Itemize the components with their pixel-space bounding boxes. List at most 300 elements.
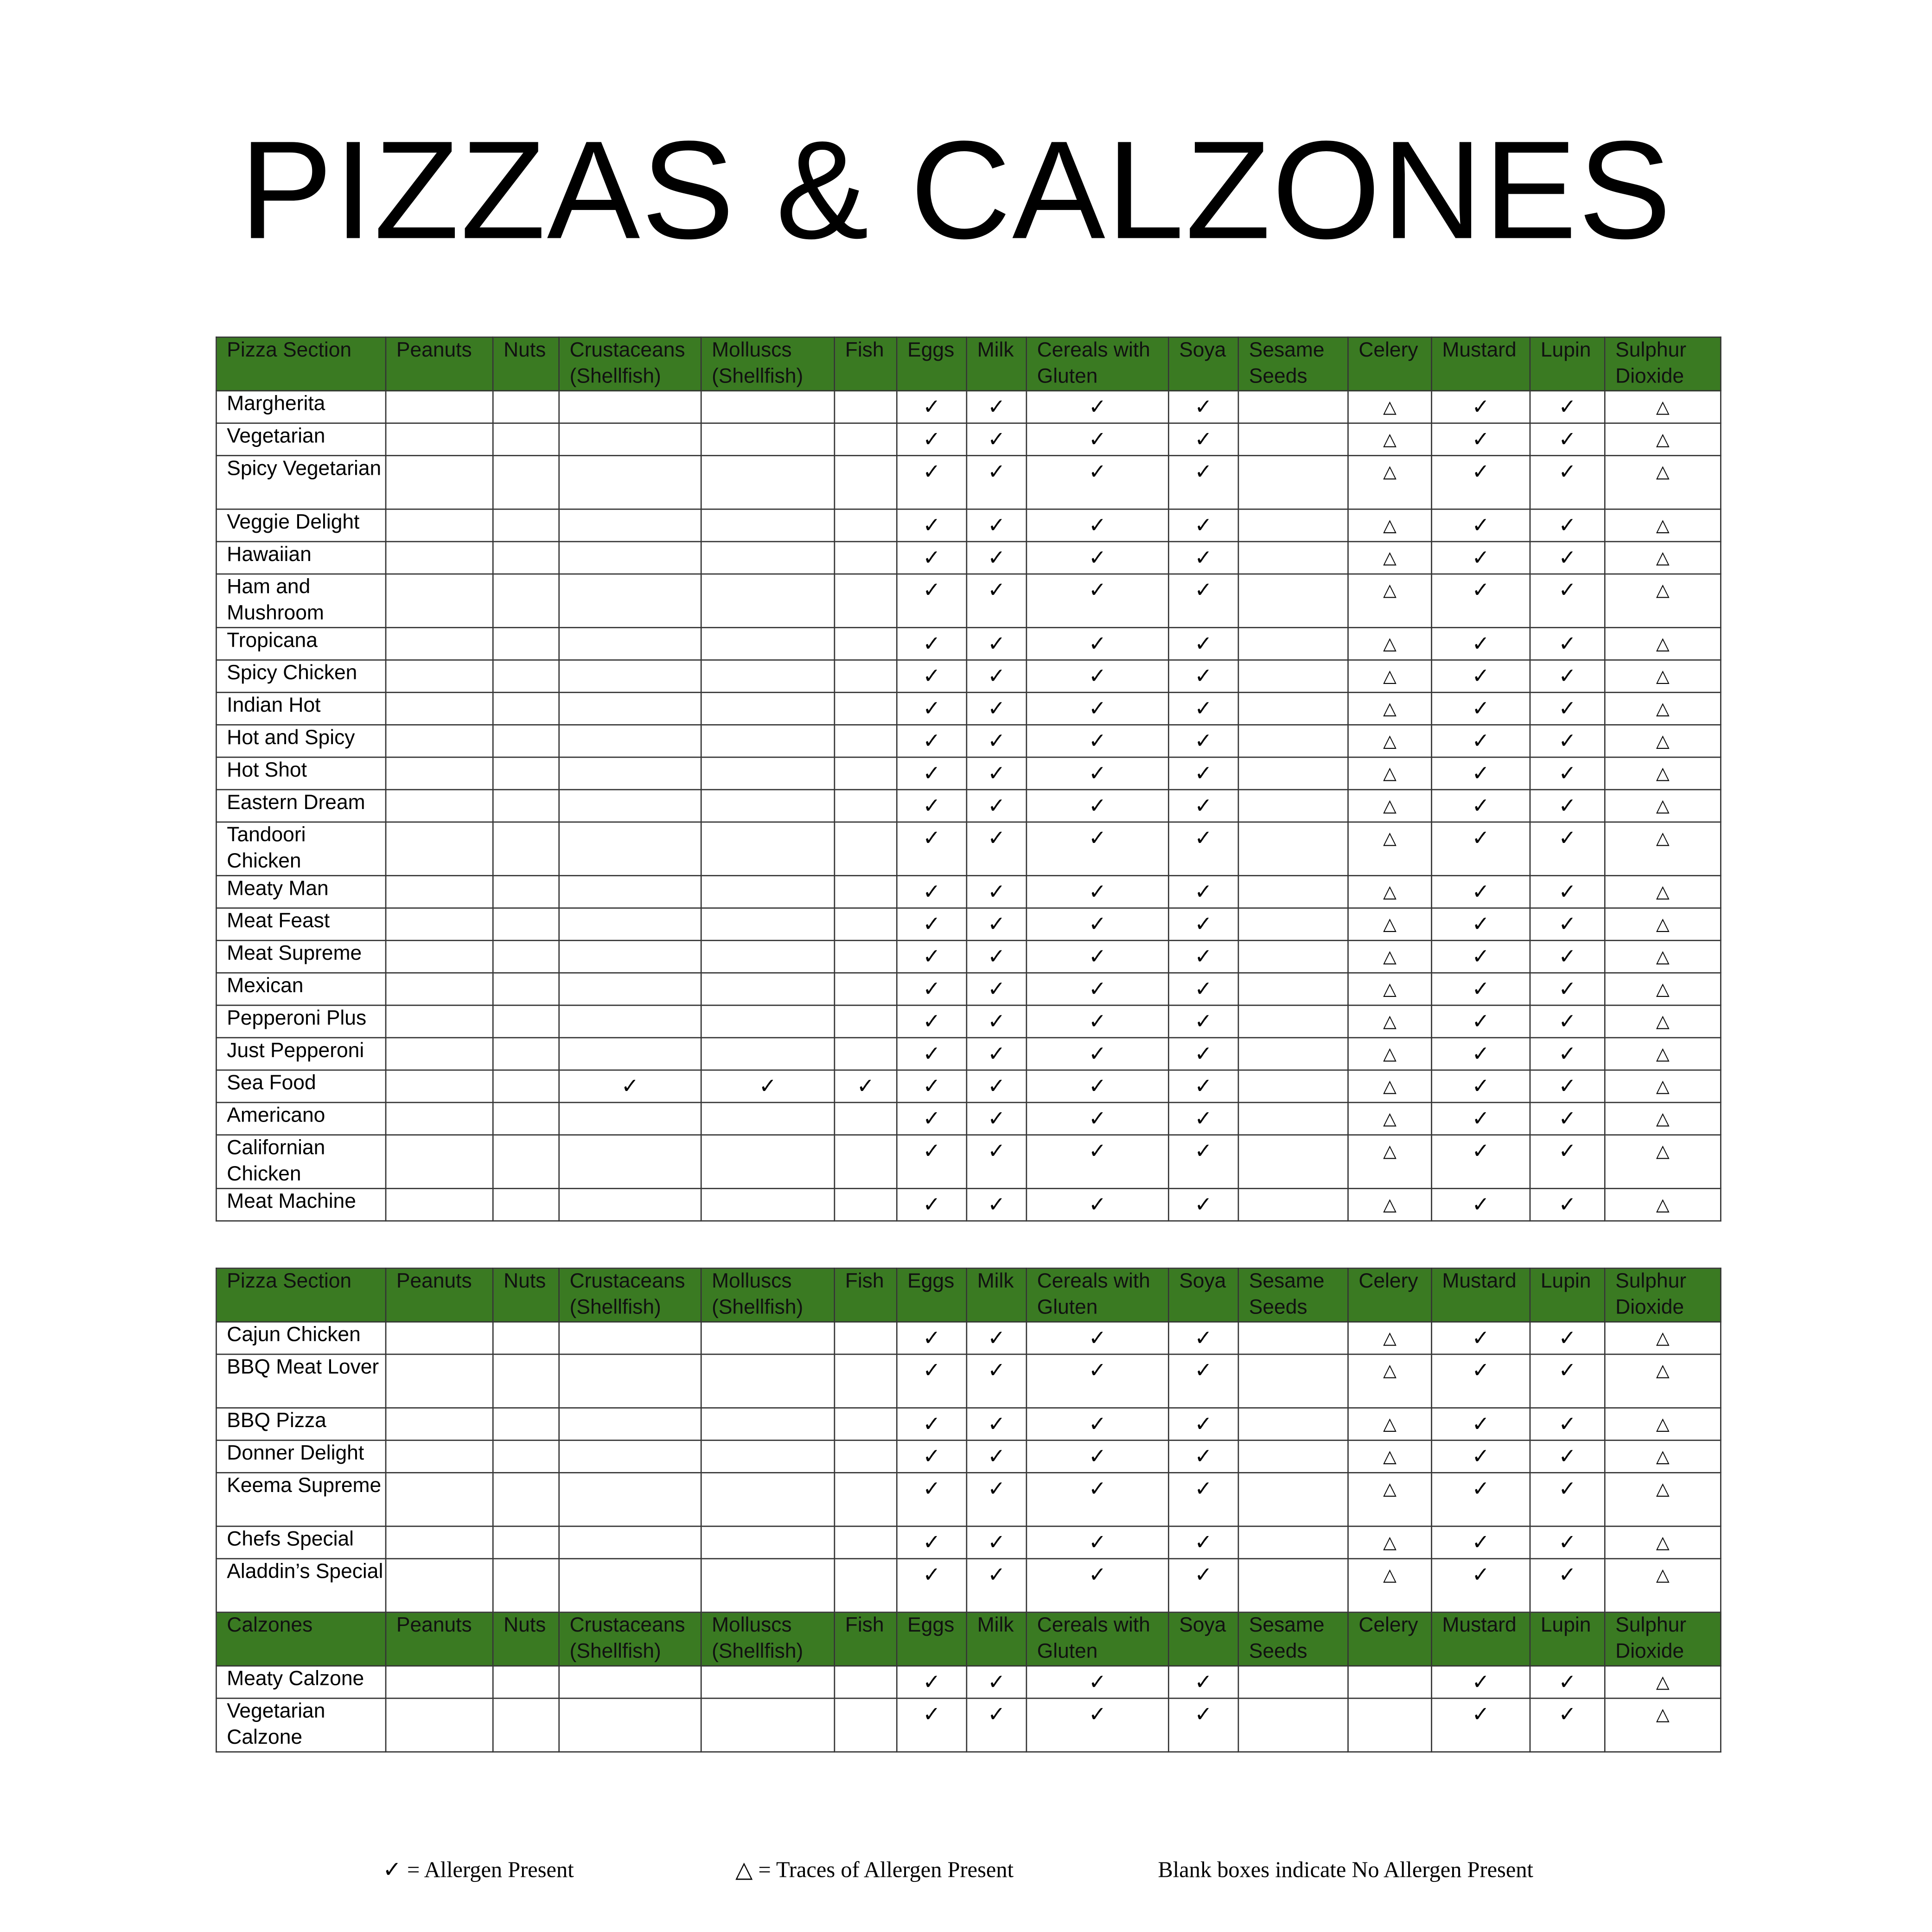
check-icon: ✓ [1168, 574, 1238, 628]
column-header: Fish [835, 337, 897, 391]
check-icon: ✓ [897, 1188, 967, 1221]
table-row [216, 1559, 1721, 1613]
item-name: Spicy Chicken [216, 660, 386, 693]
allergen-cell-empty [559, 790, 701, 822]
traces-icon: △ [1348, 1005, 1431, 1038]
allergen-cell-empty [386, 1526, 493, 1559]
check-icon: ✓ [1168, 822, 1238, 876]
check-icon: ✓ [967, 692, 1027, 725]
check-icon: ✓ [897, 1322, 967, 1354]
column-header: Crustaceans (Shellfish) [559, 1612, 701, 1666]
traces-icon: △ [1348, 542, 1431, 574]
header-row [216, 1612, 1721, 1666]
allergen-cell-empty [701, 391, 835, 423]
allergen-cell-empty [1238, 790, 1348, 822]
check-icon: ✓ [1027, 908, 1168, 940]
check-icon: ✓ [967, 1135, 1027, 1189]
check-icon: ✓ [1530, 757, 1605, 790]
check-icon: ✓ [1168, 790, 1238, 822]
allergen-cell-empty [386, 790, 493, 822]
allergen-cell-empty [701, 1440, 835, 1473]
traces-icon: △ [1348, 876, 1431, 908]
allergen-cell-empty [835, 574, 897, 628]
check-icon: ✓ [1168, 1666, 1238, 1698]
traces-icon: △ [1348, 940, 1431, 973]
allergen-cell-empty [1238, 391, 1348, 423]
traces-icon: △ [1605, 1559, 1721, 1613]
column-header: Soya [1168, 1268, 1238, 1322]
check-icon: ✓ [1168, 725, 1238, 757]
check-icon: ✓ [1027, 456, 1168, 510]
column-header: Sulphur Dioxide [1605, 1268, 1721, 1322]
check-icon: ✓ [1432, 509, 1530, 542]
column-header: Nuts [493, 337, 559, 391]
check-icon: ✓ [1432, 1188, 1530, 1221]
allergen-cell-empty [386, 940, 493, 973]
allergen-cell-empty [386, 692, 493, 725]
allergen-cell-empty [493, 725, 559, 757]
traces-icon: △ [1605, 456, 1721, 510]
allergen-cell-empty [701, 1666, 835, 1698]
check-icon: ✓ [1432, 1322, 1530, 1354]
check-icon: ✓ [1168, 456, 1238, 510]
column-header: Cereals with Gluten [1027, 1612, 1168, 1666]
allergen-cell-empty [1238, 1070, 1348, 1103]
check-icon: ✓ [967, 876, 1027, 908]
check-icon: ✓ [897, 1354, 967, 1408]
allergen-cell-empty [559, 1408, 701, 1441]
section-heading: Calzones [216, 1612, 386, 1666]
column-header: Milk [967, 337, 1027, 391]
check-icon: ✓ [1530, 940, 1605, 973]
check-icon: ✓ [967, 1559, 1027, 1613]
allergen-cell-empty [386, 1408, 493, 1441]
traces-icon: △ [1348, 790, 1431, 822]
check-icon: ✓ [1530, 1408, 1605, 1441]
check-icon: ✓ [967, 1188, 1027, 1221]
table-row [216, 1698, 1721, 1752]
check-icon: ✓ [897, 1698, 967, 1752]
pizza-allergen-table-1 [216, 337, 1722, 1222]
check-icon: ✓ [897, 876, 967, 908]
item-name: Pepperoni Plus [216, 1005, 386, 1038]
check-icon: ✓ [1432, 1440, 1530, 1473]
allergen-cell-empty [559, 1559, 701, 1613]
column-header: Sesame Seeds [1238, 1268, 1348, 1322]
traces-icon: △ [1605, 574, 1721, 628]
check-icon: ✓ [1168, 876, 1238, 908]
table-row [216, 391, 1721, 423]
check-icon: ✓ [967, 456, 1027, 510]
check-icon: ✓ [897, 973, 967, 1005]
allergen-cell-empty [493, 1526, 559, 1559]
check-icon: ✓ [1432, 1103, 1530, 1135]
table-row [216, 628, 1721, 660]
check-icon: ✓ [1530, 1188, 1605, 1221]
check-icon: ✓ [967, 574, 1027, 628]
allergen-cell-empty [493, 1135, 559, 1189]
table-row [216, 660, 1721, 693]
check-icon: ✓ [835, 1070, 897, 1103]
item-name: Donner Delight [216, 1440, 386, 1473]
check-icon: ✓ [1432, 692, 1530, 725]
allergen-cell-empty [386, 908, 493, 940]
allergen-cell-empty [386, 876, 493, 908]
allergen-cell-empty [559, 940, 701, 973]
check-icon: ✓ [1432, 628, 1530, 660]
allergen-cell-empty [559, 1698, 701, 1752]
allergen-cell-empty [701, 1526, 835, 1559]
allergen-cell-empty [386, 628, 493, 660]
check-icon: ✓ [967, 790, 1027, 822]
traces-icon: △ [1605, 1005, 1721, 1038]
check-icon: ✓ [1432, 822, 1530, 876]
header-row [216, 1268, 1721, 1322]
check-icon: ✓ [967, 391, 1027, 423]
column-header: Eggs [897, 1612, 967, 1666]
check-icon: ✓ [1027, 1354, 1168, 1408]
allergen-cell-empty [1238, 1322, 1348, 1354]
allergen-cell-empty [559, 1135, 701, 1189]
check-icon: ✓ [1530, 876, 1605, 908]
allergen-cell-empty [1238, 1135, 1348, 1189]
allergen-cell-empty [701, 1103, 835, 1135]
check-icon: ✓ [897, 628, 967, 660]
check-icon: ✓ [897, 1103, 967, 1135]
check-icon: ✓ [1432, 940, 1530, 973]
check-icon: ✓ [1027, 423, 1168, 456]
check-icon: ✓ [1027, 1103, 1168, 1135]
allergen-cell-empty [559, 1103, 701, 1135]
check-icon: ✓ [1027, 1526, 1168, 1559]
traces-icon: △ [1348, 1354, 1431, 1408]
column-header: Mustard [1432, 1612, 1530, 1666]
section-heading: Pizza Section [216, 1268, 386, 1322]
allergen-cell-empty [559, 628, 701, 660]
allergen-cell-empty [493, 908, 559, 940]
check-icon: ✓ [1027, 391, 1168, 423]
column-header: Eggs [897, 337, 967, 391]
check-icon: ✓ [967, 1473, 1027, 1526]
allergen-cell-empty [493, 1559, 559, 1613]
traces-icon: △ [1605, 1408, 1721, 1441]
table-row [216, 509, 1721, 542]
allergen-cell-empty [493, 509, 559, 542]
item-name: Chefs Special [216, 1526, 386, 1559]
allergen-cell-empty [701, 940, 835, 973]
traces-icon: △ [1605, 542, 1721, 574]
allergen-cell-empty [386, 1070, 493, 1103]
allergen-cell-empty [493, 660, 559, 693]
allergen-cell-empty [701, 456, 835, 510]
item-name: Meaty Man [216, 876, 386, 908]
allergen-cell-empty [493, 692, 559, 725]
column-header: Lupin [1530, 1268, 1605, 1322]
traces-icon: △ [1348, 1408, 1431, 1441]
check-icon: ✓ [1168, 1473, 1238, 1526]
item-name: Meat Feast [216, 908, 386, 940]
legend-blank: Blank boxes indicate No Allergen Present [1158, 1857, 1534, 1882]
allergen-cell-empty [1238, 542, 1348, 574]
allergen-cell-empty [835, 876, 897, 908]
check-icon: ✓ [1027, 628, 1168, 660]
allergen-cell-empty [835, 1559, 897, 1613]
check-icon: ✓ [1530, 1559, 1605, 1613]
item-name: Spicy Vegetarian [216, 456, 386, 510]
allergen-cell-empty [559, 423, 701, 456]
check-icon: ✓ [1432, 876, 1530, 908]
allergen-cell-empty [701, 423, 835, 456]
check-icon: ✓ [967, 725, 1027, 757]
check-icon: ✓ [1432, 391, 1530, 423]
allergen-cell-empty [386, 1354, 493, 1408]
traces-icon: △ [1605, 822, 1721, 876]
table-row [216, 1103, 1721, 1135]
check-icon: ✓ [967, 1005, 1027, 1038]
table-row [216, 1322, 1721, 1354]
traces-icon: △ [1348, 391, 1431, 423]
check-icon: ✓ [1027, 973, 1168, 1005]
allergen-cell-empty [493, 574, 559, 628]
traces-icon: △ [1348, 1322, 1431, 1354]
traces-icon: △ [1348, 1526, 1431, 1559]
allergen-cell-empty [493, 757, 559, 790]
check-icon: ✓ [967, 940, 1027, 973]
table-row [216, 1354, 1721, 1408]
traces-icon: △ [1348, 509, 1431, 542]
traces-icon: △ [1605, 725, 1721, 757]
traces-icon: △ [1348, 725, 1431, 757]
allergen-cell-empty [493, 1408, 559, 1441]
allergen-cell-empty [701, 542, 835, 574]
allergen-cell-empty [1238, 725, 1348, 757]
allergen-cell-empty [559, 1322, 701, 1354]
traces-icon: △ [1605, 1135, 1721, 1189]
check-icon: ✓ [897, 456, 967, 510]
check-icon: ✓ [1530, 1440, 1605, 1473]
check-icon: ✓ [1530, 423, 1605, 456]
check-icon: ✓ [967, 1698, 1027, 1752]
table-row [216, 1038, 1721, 1070]
check-icon: ✓ [1027, 822, 1168, 876]
check-icon: ✓ [967, 973, 1027, 1005]
allergen-cell-empty [559, 574, 701, 628]
check-icon: ✓ [1168, 1698, 1238, 1752]
check-icon: ✓ [1432, 423, 1530, 456]
allergen-cell-empty [835, 725, 897, 757]
allergen-cell-empty [559, 1188, 701, 1221]
allergen-cell-empty [493, 423, 559, 456]
allergen-cell-empty [1238, 1666, 1348, 1698]
check-icon: ✓ [967, 542, 1027, 574]
table-row [216, 725, 1721, 757]
allergen-cell-empty [1348, 1666, 1431, 1698]
check-icon: ✓ [897, 1135, 967, 1189]
table-row [216, 822, 1721, 876]
allergen-cell-empty [1238, 1038, 1348, 1070]
traces-icon: △ [1348, 1038, 1431, 1070]
allergen-cell-empty [386, 822, 493, 876]
column-header: Molluscs (Shellfish) [701, 1612, 835, 1666]
check-icon: ✓ [1530, 628, 1605, 660]
traces-icon: △ [1605, 1103, 1721, 1135]
allergen-cell-empty [493, 1005, 559, 1038]
allergen-cell-empty [701, 757, 835, 790]
allergen-cell-empty [1238, 973, 1348, 1005]
allergen-cell-empty [386, 1135, 493, 1189]
item-name: Aladdin’s Special [216, 1559, 386, 1613]
allergen-cell-empty [493, 1322, 559, 1354]
check-icon: ✓ [967, 628, 1027, 660]
check-icon: ✓ [967, 1070, 1027, 1103]
table-row [216, 1135, 1721, 1189]
allergen-cell-empty [835, 423, 897, 456]
column-header: Crustaceans (Shellfish) [559, 1268, 701, 1322]
check-icon: ✓ [1168, 628, 1238, 660]
check-icon: ✓ [897, 1038, 967, 1070]
check-icon: ✓ [1530, 1526, 1605, 1559]
check-icon: ✓ [897, 908, 967, 940]
item-name: Vegetarian Calzone [216, 1698, 386, 1752]
check-icon: ✓ [1168, 1408, 1238, 1441]
traces-icon: △ [1348, 822, 1431, 876]
check-icon: ✓ [1530, 822, 1605, 876]
allergen-cell-empty [1238, 456, 1348, 510]
allergen-cell-empty [386, 1698, 493, 1752]
allergen-cell-empty [559, 660, 701, 693]
allergen-cell-empty [835, 456, 897, 510]
check-icon: ✓ [967, 1354, 1027, 1408]
check-icon: ✓ [1432, 725, 1530, 757]
check-icon: ✓ [1027, 574, 1168, 628]
allergen-cell-empty [835, 1322, 897, 1354]
traces-icon: △ [1605, 1354, 1721, 1408]
item-name: BBQ Pizza [216, 1408, 386, 1441]
traces-icon: △ [1605, 757, 1721, 790]
allergen-cell-empty [559, 456, 701, 510]
item-name: Sea Food [216, 1070, 386, 1103]
allergen-cell-empty [835, 542, 897, 574]
check-icon: ✓ [1027, 1473, 1168, 1526]
column-header: Peanuts [386, 1612, 493, 1666]
column-header: Mustard [1432, 1268, 1530, 1322]
check-icon: ✓ [967, 1322, 1027, 1354]
column-header: Fish [835, 1612, 897, 1666]
item-name: Ham and Mushroom [216, 574, 386, 628]
table-row [216, 574, 1721, 628]
allergen-cell-empty [835, 692, 897, 725]
check-icon: ✓ [1168, 1559, 1238, 1613]
check-icon: ✓ [1530, 456, 1605, 510]
check-icon: ✓ [1027, 725, 1168, 757]
traces-icon: △ [1348, 973, 1431, 1005]
allergen-cell-empty [1238, 1559, 1348, 1613]
allergen-cell-empty [701, 1038, 835, 1070]
allergen-cell-empty [835, 1666, 897, 1698]
allergen-cell-empty [1238, 692, 1348, 725]
check-icon: ✓ [1168, 509, 1238, 542]
traces-icon: △ [1605, 423, 1721, 456]
allergen-cell-empty [559, 1038, 701, 1070]
table-row [216, 1526, 1721, 1559]
table-row [216, 908, 1721, 940]
allergen-cell-empty [701, 973, 835, 1005]
check-icon: ✓ [1168, 940, 1238, 973]
table-row [216, 423, 1721, 456]
allergen-cell-empty [386, 509, 493, 542]
allergen-cell-empty [701, 1473, 835, 1526]
allergen-cell-empty [559, 692, 701, 725]
check-icon: ✓ [1168, 757, 1238, 790]
allergen-cell-empty [701, 628, 835, 660]
item-name: Eastern Dream [216, 790, 386, 822]
traces-icon: △ [1605, 1666, 1721, 1698]
allergen-cell-empty [559, 1354, 701, 1408]
traces-icon: △ [1605, 1473, 1721, 1526]
item-name: Margherita [216, 391, 386, 423]
check-icon: ✓ [1530, 1005, 1605, 1038]
check-icon: ✓ [1530, 542, 1605, 574]
allergen-cell-empty [493, 1070, 559, 1103]
check-icon: ✓ [897, 822, 967, 876]
check-icon: ✓ [1027, 692, 1168, 725]
check-icon: ✓ [967, 1666, 1027, 1698]
traces-icon: △ [1348, 1473, 1431, 1526]
allergen-cell-empty [559, 542, 701, 574]
allergen-cell-empty [701, 1188, 835, 1221]
item-name: Hot Shot [216, 757, 386, 790]
allergen-cell-empty [386, 1666, 493, 1698]
check-icon: ✓ [897, 423, 967, 456]
traces-icon: △ [1348, 1070, 1431, 1103]
check-icon: ✓ [1027, 790, 1168, 822]
check-icon: ✓ [1168, 692, 1238, 725]
traces-icon: △ [1348, 1559, 1431, 1613]
check-icon: ✓ [1168, 542, 1238, 574]
table-row [216, 757, 1721, 790]
column-header: Molluscs (Shellfish) [701, 1268, 835, 1322]
check-icon: ✓ [1027, 660, 1168, 693]
table-row [216, 940, 1721, 973]
allergen-cell-empty [1238, 1473, 1348, 1526]
allergen-cell-empty [835, 1698, 897, 1752]
column-header: Peanuts [386, 1268, 493, 1322]
allergen-cell-empty [559, 876, 701, 908]
column-header: Soya [1168, 1612, 1238, 1666]
column-header: Nuts [493, 1612, 559, 1666]
check-icon: ✓ [1027, 940, 1168, 973]
allergen-cell-empty [701, 822, 835, 876]
allergen-cell-empty [386, 660, 493, 693]
check-icon: ✓ [1168, 1322, 1238, 1354]
check-icon: ✓ [967, 908, 1027, 940]
column-header: Crustaceans (Shellfish) [559, 337, 701, 391]
column-header: Milk [967, 1612, 1027, 1666]
allergen-cell-empty [1238, 1408, 1348, 1441]
column-header: Celery [1348, 1612, 1431, 1666]
table-row [216, 1408, 1721, 1441]
allergen-cell-empty [386, 542, 493, 574]
column-header: Celery [1348, 1268, 1431, 1322]
check-icon: ✓ [1168, 1135, 1238, 1189]
allergen-cell-empty [835, 790, 897, 822]
check-icon: ✓ [967, 1526, 1027, 1559]
check-icon: ✓ [967, 509, 1027, 542]
check-icon: ✓ [897, 1408, 967, 1441]
allergen-cell-empty [701, 1698, 835, 1752]
allergen-cell-empty [1238, 660, 1348, 693]
allergen-cell-empty [701, 1354, 835, 1408]
